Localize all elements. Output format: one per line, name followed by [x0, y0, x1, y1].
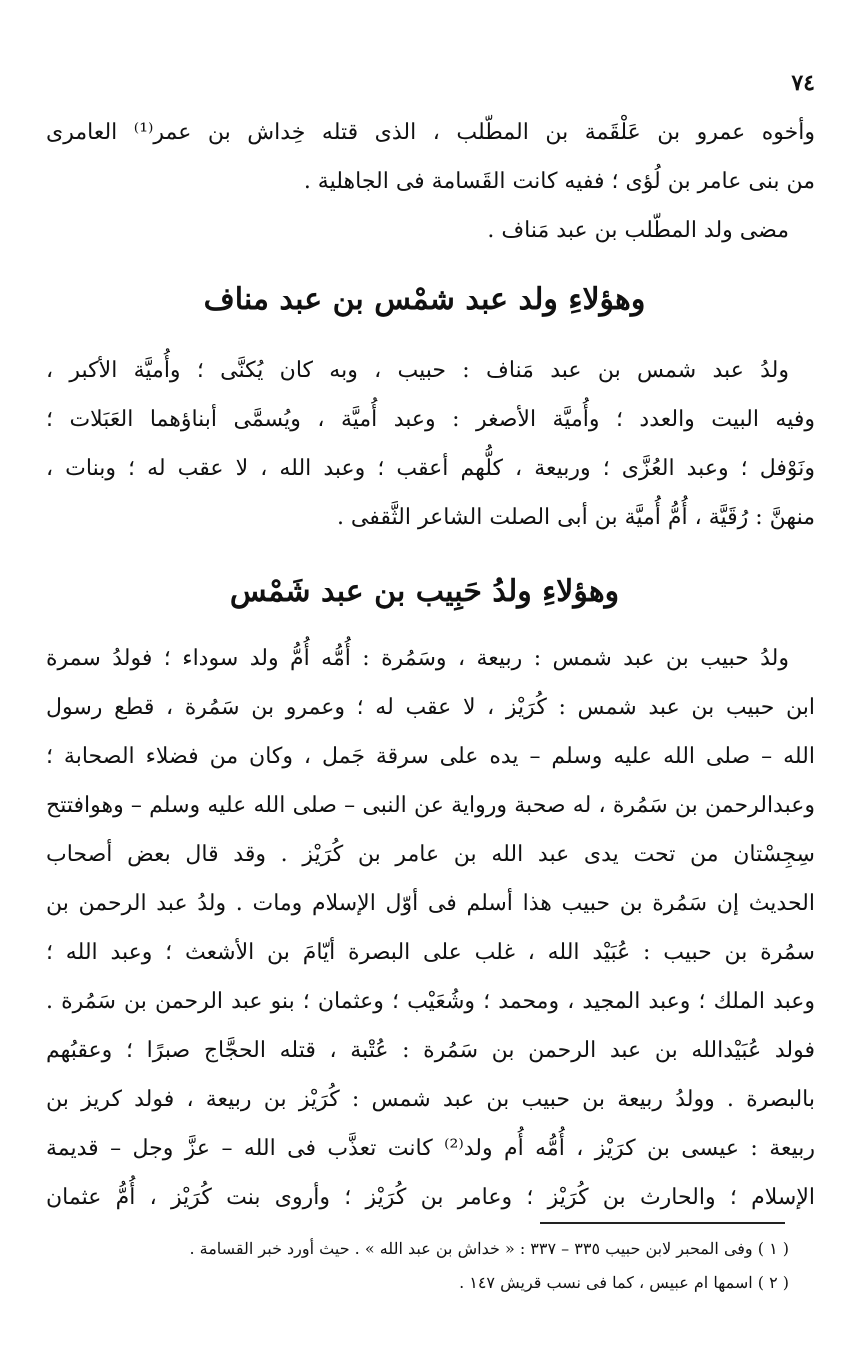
text-line: منهنَّ : رُقَيَّة ، أُمُّ أُميَّة بن أبى الصلت الشاعر الثَّقفى . — [336, 505, 815, 530]
text-line: الله – صلى الله عليه وسلم – يده على سرقة جَمل ، وكان من فضلاء الصحابة ؛ — [46, 744, 815, 769]
section2-paragraph — [46, 634, 815, 1222]
text-line: ربيعة : عيسى بن كرَيْز ، أُمُّه أُم ولد⁽²⁾ كانت تعذَّب فى الله – عزَّ وجل – قديمة — [46, 1136, 815, 1161]
page-number: ٧٤ — [791, 70, 815, 96]
text-line: وأخوه عمرو بن عَلْقَمة بن المطّلب ، الذى قتله خِداش بن عمر⁽¹⁾ العامرى — [46, 120, 815, 145]
text-line: سِجِسْتان من تحت يدى عبد الله بن عامر بن كُرَيْز . وقد قال بعض أصحاب — [46, 842, 815, 867]
footnotes — [60, 1232, 789, 1300]
footnote-divider — [540, 1222, 785, 1224]
text-line: ولدُ حبيب بن عبد شمس : ربيعة ، وسَمُرة : أُمُّه أُمُّ ولد سوداء ؛ فولدُ سمرة — [46, 646, 789, 671]
text-line: سمُرة بن حبيب : عُبَيْد الله ، غلب على البصرة أيّامَ بن الأشعث ؛ وعبد الله ؛ — [46, 940, 815, 965]
section-heading-abd-shams: وهؤلاءِ ولد عبد شمْس بن عبد مناف — [203, 282, 646, 317]
text-line: فولد عُبَيْدالله بن عبد الرحمن بن سَمُرة : عُتْبة ، قتله الحجَّاج صبرًا ؛ وعقبُهم — [46, 1038, 815, 1063]
text-line: الإسلام ؛ والحارث بن كُرَيْز ؛ وعامر بن كُرَيْز ؛ وأروى بنت كُرَيْز ، أُمُّ عثمان — [46, 1185, 815, 1210]
text-line: وعبد الملك ؛ وعبد المجيد ، ومحمد ؛ وشُعَيْب ؛ وعثمان ؛ بنو عبد الرحمن بن سَمُرة . — [46, 989, 815, 1014]
footnote-2: ( ٢ ) اسمها ام عبيس ، كما فى نسب قريش ١٤٧ . — [459, 1273, 789, 1292]
text-line: ولدُ عبد شمس بن عبد مَناف : حبيب ، وبه كان يُكنَّى ؛ وأُميَّة الأكبر ، — [46, 358, 789, 383]
text-line: ونَوْفل ؛ وعبد العُزَّى ؛ وربيعة ، كلُّهم أعقب ؛ وعبد الله ، لا عقب له ؛ وبنات ، — [46, 456, 815, 481]
text-line: الحديث إن سَمُرة بن حبيب هذا أسلم فى أوّل الإسلام ومات . ولدُ عبد الرحمن بن — [46, 891, 815, 916]
section1-paragraph — [46, 346, 815, 542]
text-line: وعبدالرحمن بن سَمُرة ، له صحبة ورواية عن النبى – صلى الله عليه وسلم – وهوافتتح — [46, 793, 815, 818]
text-line: بالبصرة . وولدُ ربيعة بن حبيب بن عبد شمس : كُرَيْز بن ربيعة ، فولد كريز بن — [46, 1087, 815, 1112]
text-line: وفيه البيت والعدد ؛ وأُميَّة الأصغر : وعبد أُميَّة ، ويُسمَّى أبناؤهما العَبَلات ؛ — [46, 407, 815, 432]
text-line: مضى ولد المطّلب بن عبد مَناف . — [487, 218, 789, 243]
text-line: من بنى عامر بن لُؤى ؛ ففيه كانت القَسامة فى الجاهلية . — [303, 169, 815, 194]
footnote-1: ( ١ ) وفى المحبر لابن حبيب ٣٣٥ – ٣٣٧ : « خداش بن عبد الله » . حيث أورد خبر القسامة . — [189, 1239, 789, 1258]
intro-paragraph — [46, 108, 815, 255]
text-line: ابن حبيب بن عبد شمس : كُرَيْز ، لا عقب له ؛ وعمرو بن سَمُرة ، قطع رسول — [46, 695, 815, 720]
section-heading-habib: وهؤلاءِ ولدُ حَبِيب بن عبد شَمْس — [229, 574, 620, 609]
